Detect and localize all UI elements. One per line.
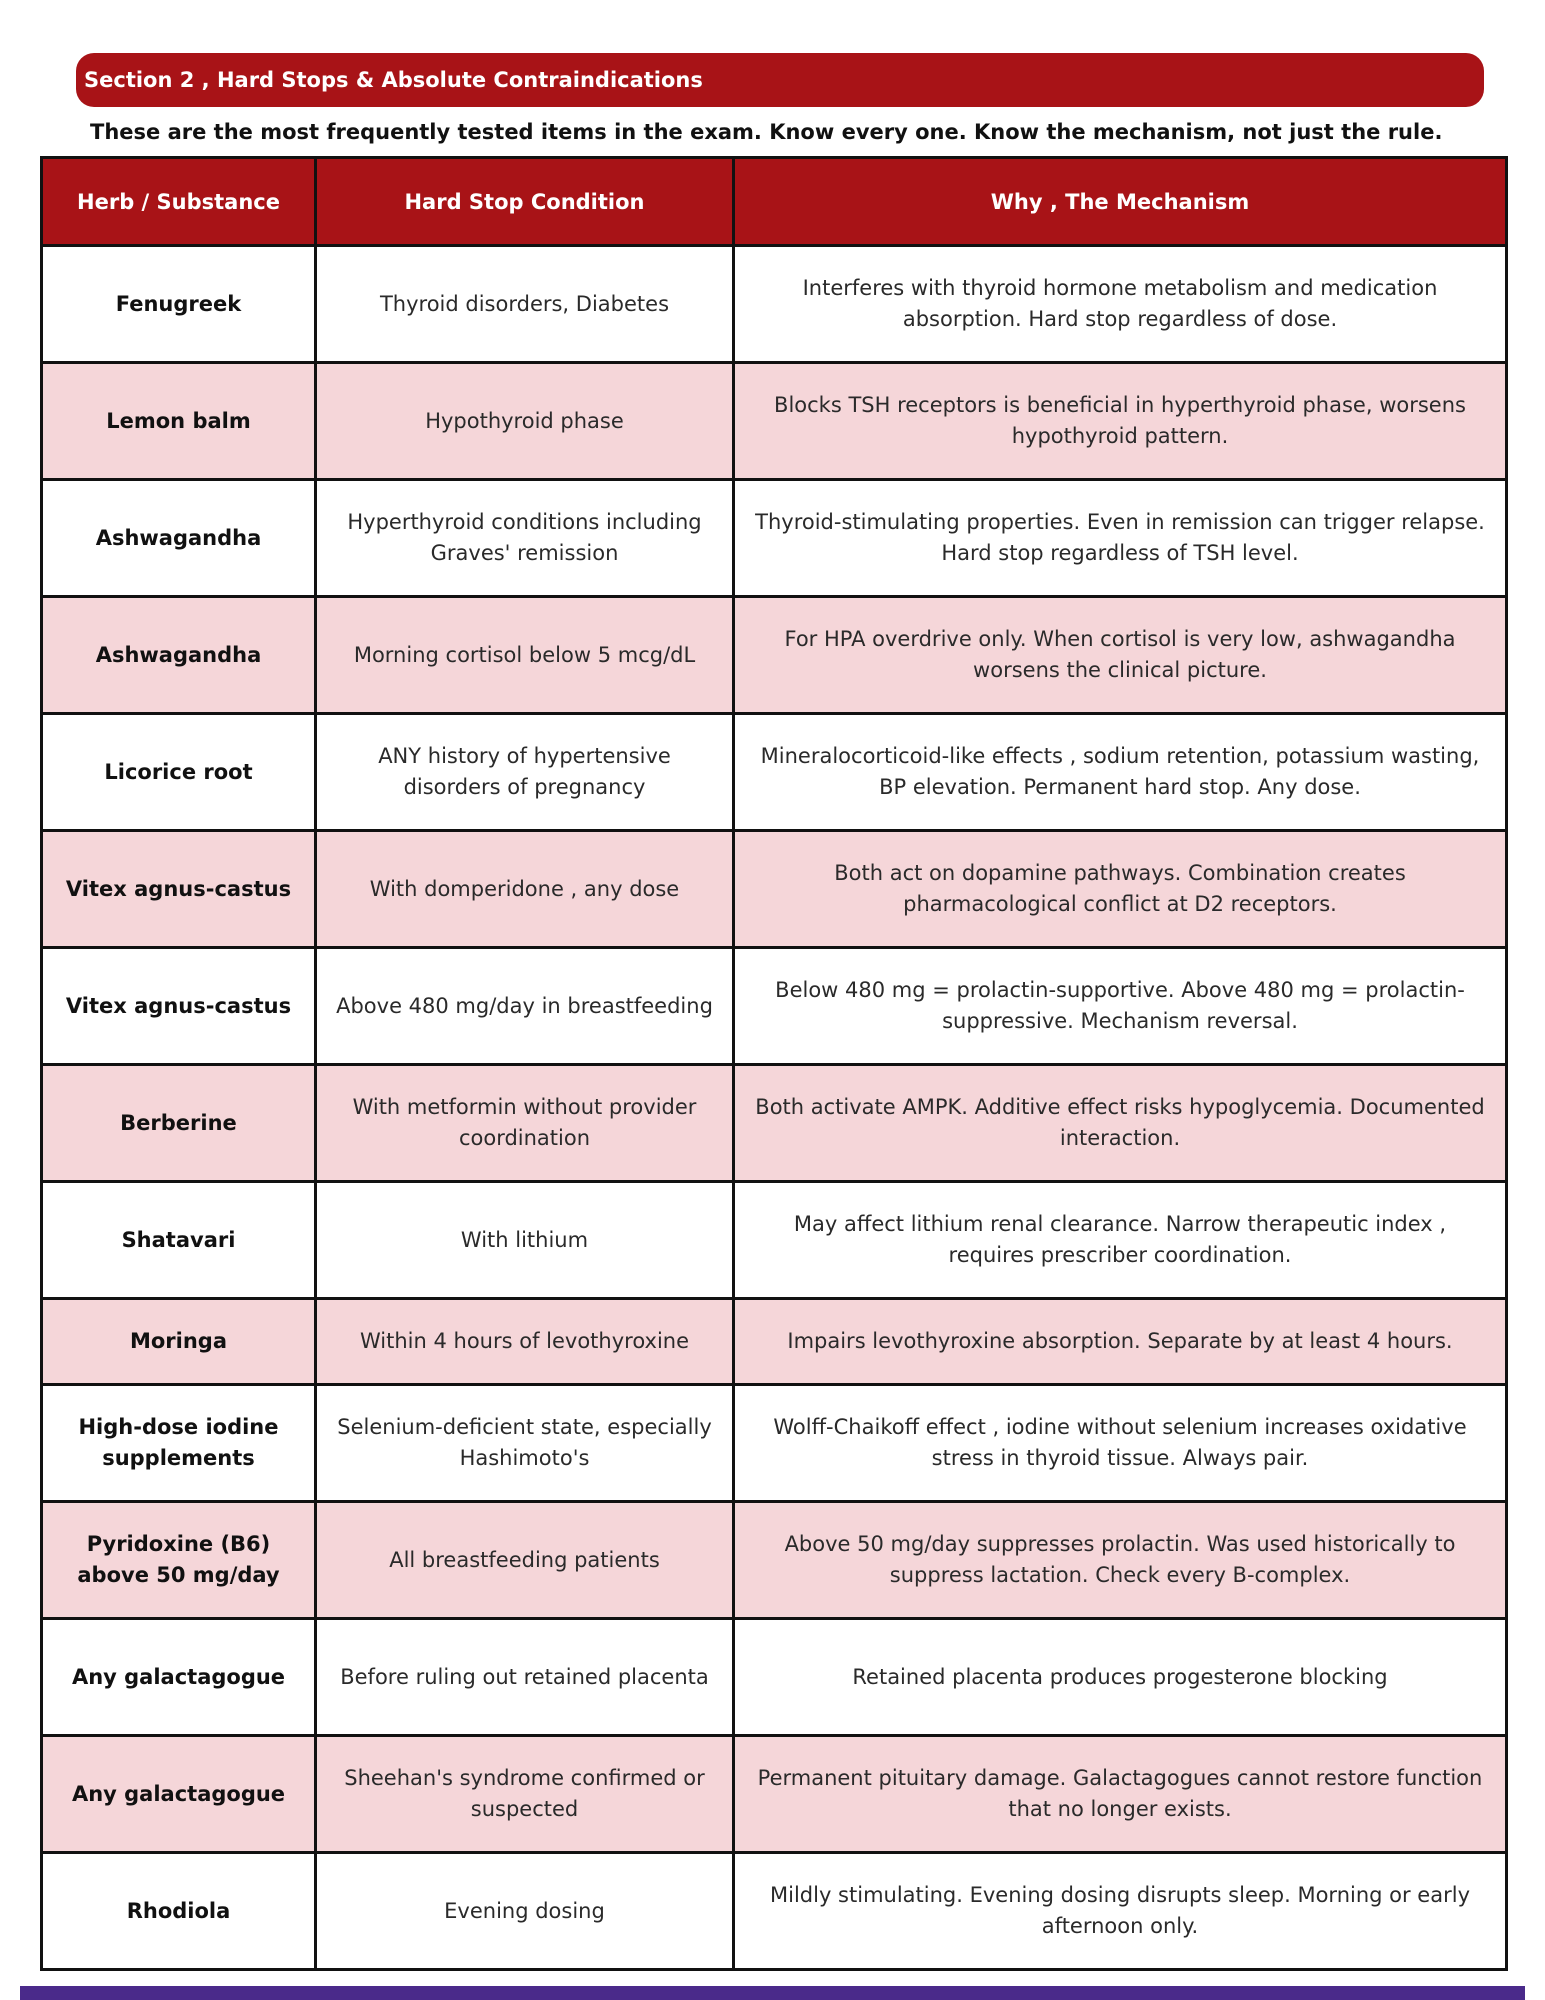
herb-cell: Any galactagogue [42, 1619, 316, 1736]
herb-cell: Shatavari [42, 1182, 316, 1299]
condition-cell: Within 4 hours of levothyroxine [316, 1299, 734, 1385]
condition-cell: Sheehan's syndrome confirmed or suspected [316, 1736, 734, 1853]
intro-text: These are the most frequently tested items in the exam. Know every one. Know the mechanism, not just the rule. [90, 120, 1443, 144]
herb-cell: High-dose iodine supplements [42, 1385, 316, 1502]
herb-cell: Vitex agnus-castus [42, 948, 316, 1065]
condition-cell: Evening dosing [316, 1853, 734, 1970]
mechanism-cell: Retained placenta produces progesterone blocking [734, 1619, 1507, 1736]
table-row [42, 1385, 1507, 1502]
table-row [42, 1736, 1507, 1853]
herb-cell: Ashwagandha [42, 480, 316, 597]
condition-cell: With domperidone , any dose [316, 831, 734, 948]
table-row [42, 1299, 1507, 1385]
header-herb: Herb / Substance [42, 158, 316, 246]
table-row [42, 1065, 1507, 1182]
mechanism-cell: May affect lithium renal clearance. Narrow therapeutic index , requires prescriber coordination. [734, 1182, 1507, 1299]
mechanism-cell: Interferes with thyroid hormone metabolism and medication absorption. Hard stop regardless of dose. [734, 246, 1507, 363]
condition-cell: All breastfeeding patients [316, 1502, 734, 1619]
table-row [42, 1182, 1507, 1299]
table-row [42, 948, 1507, 1065]
mechanism-cell: Above 50 mg/day suppresses prolactin. Was used historically to suppress lactation. Check every B-complex. [734, 1502, 1507, 1619]
herb-cell: Licorice root [42, 714, 316, 831]
table-row [42, 831, 1507, 948]
table-header-row [42, 158, 1507, 246]
condition-cell: Before ruling out retained placenta [316, 1619, 734, 1736]
table-row [42, 1502, 1507, 1619]
table-row [42, 246, 1507, 363]
mechanism-cell: Permanent pituitary damage. Galactagogues cannot restore function that no longer exists. [734, 1736, 1507, 1853]
condition-cell: ANY history of hypertensive disorders of pregnancy [316, 714, 734, 831]
herb-cell: Pyridoxine (B6) above 50 mg/day [42, 1502, 316, 1619]
herb-cell: Rhodiola [42, 1853, 316, 1970]
mechanism-cell: Thyroid-stimulating properties. Even in remission can trigger relapse. Hard stop regardless of TSH level. [734, 480, 1507, 597]
herb-cell: Vitex agnus-castus [42, 831, 316, 948]
herb-cell: Fenugreek [42, 246, 316, 363]
condition-cell: With lithium [316, 1182, 734, 1299]
mechanism-cell: Wolff-Chaikoff effect , iodine without selenium increases oxidative stress in thyroid tissue. Always pair. [734, 1385, 1507, 1502]
condition-cell: Selenium-deficient state, especially Hashimoto's [316, 1385, 734, 1502]
table-row [42, 597, 1507, 714]
section-title: Section 2 , Hard Stops & Absolute Contraindications [76, 53, 1484, 107]
mechanism-cell: Impairs levothyroxine absorption. Separate by at least 4 hours. [734, 1299, 1507, 1385]
table-row [42, 480, 1507, 597]
herb-cell: Lemon balm [42, 363, 316, 480]
condition-cell: Thyroid disorders, Diabetes [316, 246, 734, 363]
herb-cell: Moringa [42, 1299, 316, 1385]
condition-cell: With metformin without provider coordination [316, 1065, 734, 1182]
header-mechanism: Why , The Mechanism [734, 158, 1507, 246]
mechanism-cell: Both act on dopamine pathways. Combination creates pharmacological conflict at D2 receptors. [734, 831, 1507, 948]
condition-cell: Hypothyroid phase [316, 363, 734, 480]
mechanism-cell: Mildly stimulating. Evening dosing disrupts sleep. Morning or early afternoon only. [734, 1853, 1507, 1970]
herb-cell: Ashwagandha [42, 597, 316, 714]
herb-cell: Berberine [42, 1065, 316, 1182]
header-condition: Hard Stop Condition [316, 158, 734, 246]
table-row [42, 1619, 1507, 1736]
condition-cell: Above 480 mg/day in breastfeeding [316, 948, 734, 1065]
hard-stops-table [40, 156, 1508, 1971]
herb-cell: Any galactagogue [42, 1736, 316, 1853]
footer-bar [20, 1986, 1525, 2000]
mechanism-cell: Below 480 mg = prolactin-supportive. Above 480 mg = prolactin-suppressive. Mechanism reversal. [734, 948, 1507, 1065]
condition-cell: Morning cortisol below 5 mcg/dL [316, 597, 734, 714]
table-row [42, 714, 1507, 831]
mechanism-cell: Both activate AMPK. Additive effect risks hypoglycemia. Documented interaction. [734, 1065, 1507, 1182]
mechanism-cell: For HPA overdrive only. When cortisol is very low, ashwagandha worsens the clinical picture. [734, 597, 1507, 714]
table-row [42, 1853, 1507, 1970]
mechanism-cell: Blocks TSH receptors is beneficial in hyperthyroid phase, worsens hypothyroid pattern. [734, 363, 1507, 480]
mechanism-cell: Mineralocorticoid-like effects , sodium retention, potassium wasting, BP elevation. Permanent hard stop. Any dose. [734, 714, 1507, 831]
table-row [42, 363, 1507, 480]
condition-cell: Hyperthyroid conditions including Graves' remission [316, 480, 734, 597]
